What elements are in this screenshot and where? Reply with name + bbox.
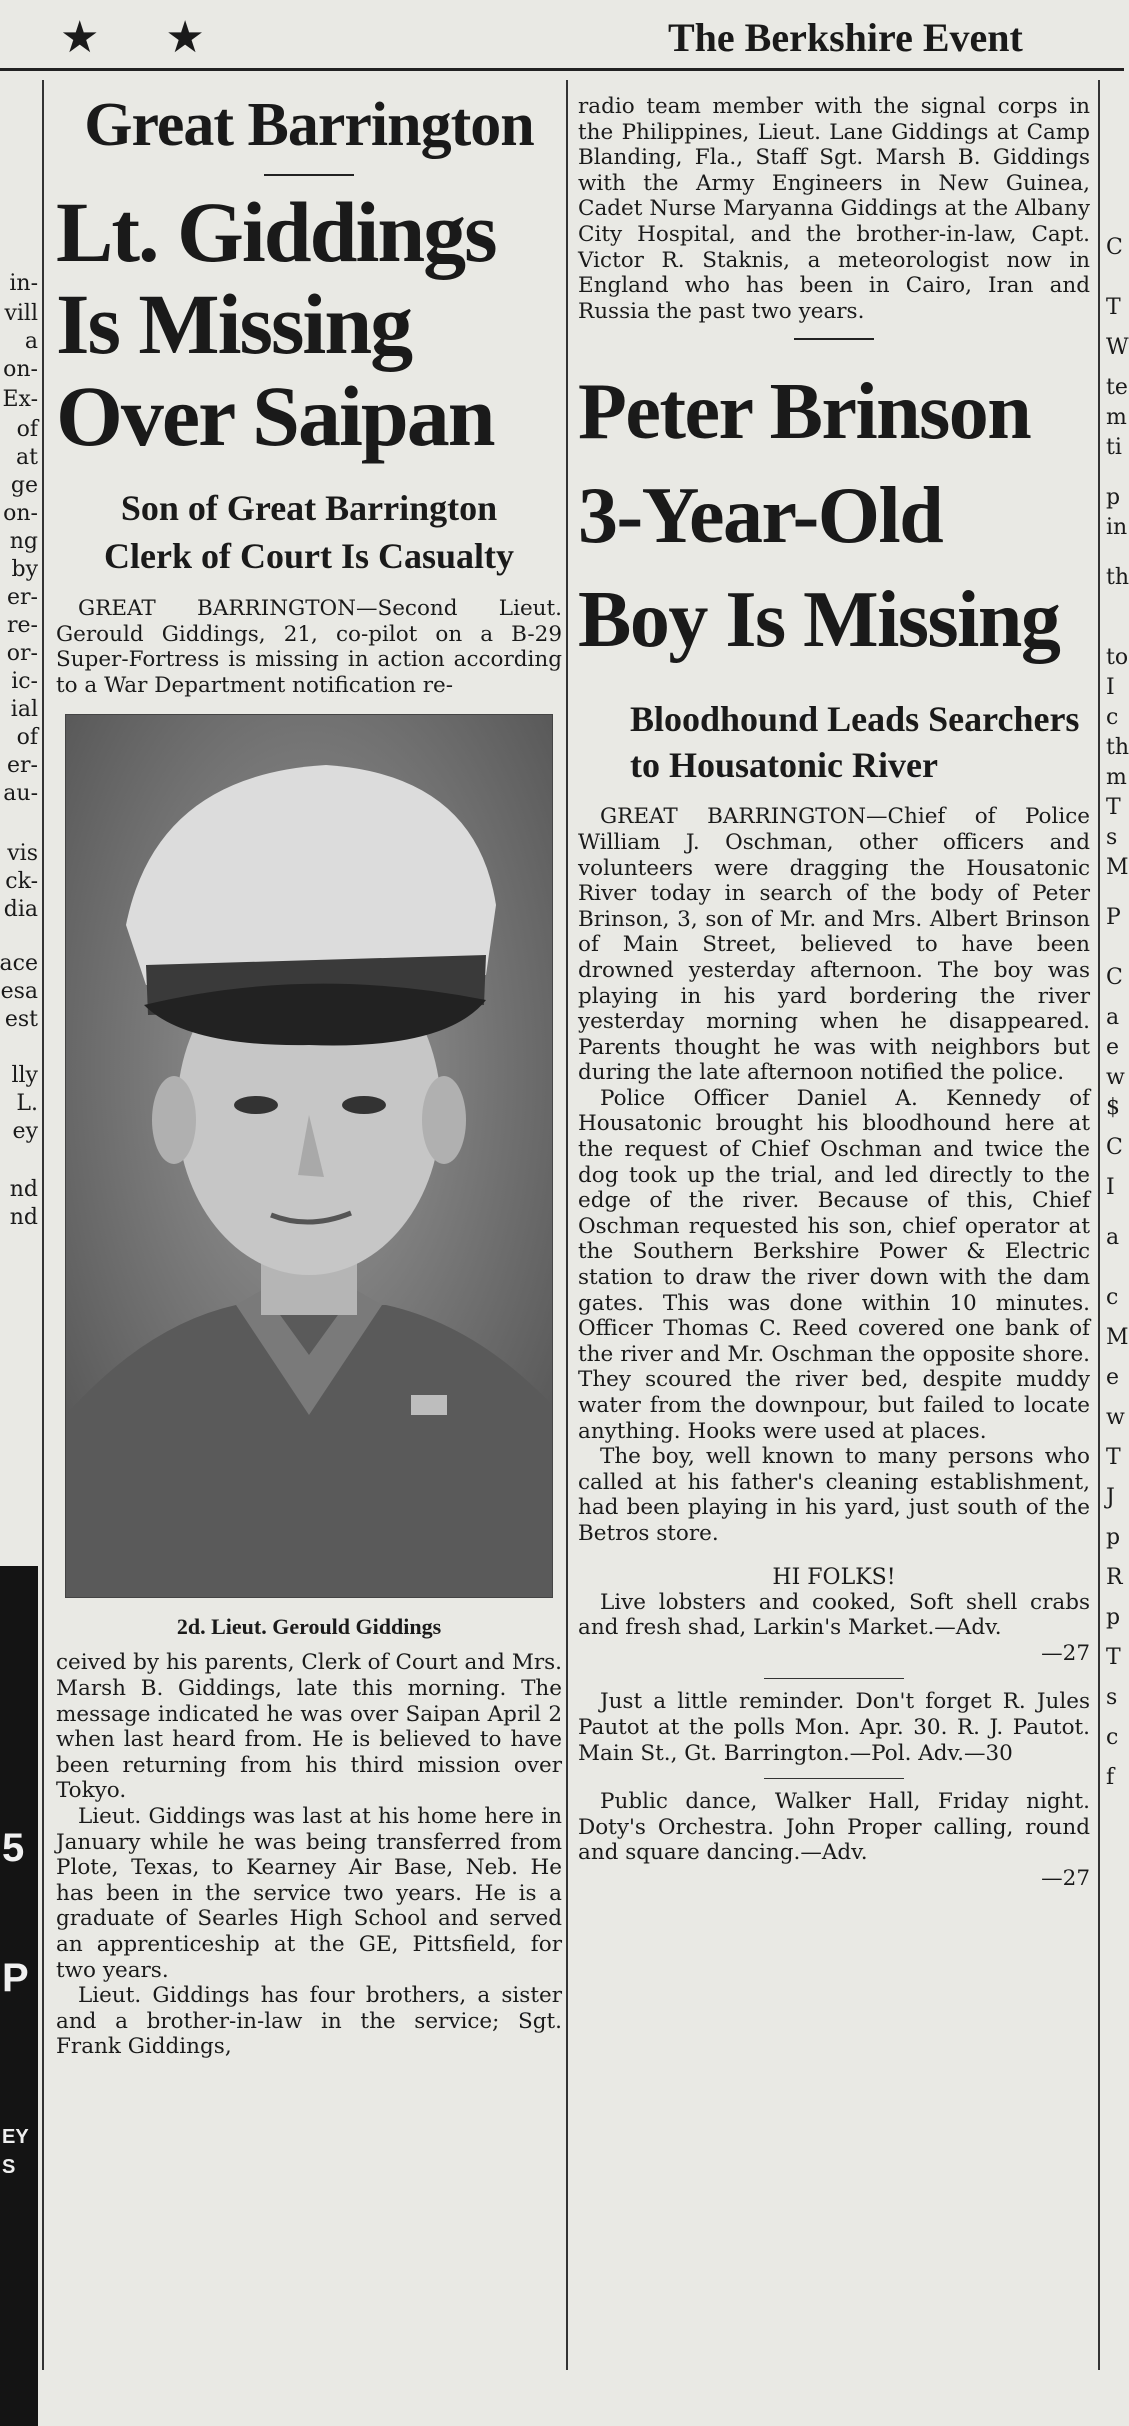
left-text-fragment: of [16,417,38,442]
right-text-fragment: C [1106,235,1123,260]
masthead-stars: ★ ★ [60,12,231,63]
right-text-fragment: s [1106,1685,1118,1710]
right-text-fragment: T [1106,1645,1121,1670]
portrait-photo [65,714,553,1598]
right-text-fragment: T [1106,795,1121,820]
article-giddings [56,90,562,2060]
photo-caption: 2d. Lieut. Gerould Giddings [176,1614,442,1640]
left-ad-text: EY [2,2126,29,2148]
left-text-fragment: ng [9,529,38,554]
right-text-fragment: $ [1106,1095,1120,1120]
article-continuation: radio team member with the signal corps in the Philippines, Lieut. Lane Giddings at Camp Blanding, Fla., Staff Sgt. Marsh B. Giddings with the Army Engineers in New Guinea, Cadet Nurse Maryanna Giddings at the Albany City Hospital, and the brother-in-law, Capt. Victor R. Staknis, a meteorologist now in England who has been in Cairo, Iran and Russia the past two years. [578,94,1090,324]
article-deck: Son of Great Barrington Clerk of Court Is Casualty [104,488,514,576]
right-text-fragment: M [1106,855,1129,880]
article-paragraph: ceived by his parents, Clerk of Court and Mrs. Marsh B. Giddings, late this morning. The message indicated he was over Saipan April 2 when last heard from. He is believed to have been returning from his third mission over Tokyo. [56,1650,562,1804]
left-text-fragment: vis [7,841,38,866]
left-ad-text: P [2,1956,29,2000]
right-text-fragment: J [1106,1485,1115,1510]
headline-line-1: Lt. Giddings [56,184,496,280]
left-text-fragment: of [16,725,38,750]
masthead-rule [0,68,1124,71]
right-text-fragment: W [1106,335,1129,360]
notice-lobsters: Live lobsters and cooked, Soft shell crabs and fresh shad, Larkin's Market.—Adv. [578,1589,1090,1641]
left-cut-column [0,86,40,2366]
notice-number: —27 [1041,1640,1090,1666]
right-text-fragment: c [1106,705,1119,730]
masthead [0,0,1124,78]
left-advertisement [0,1566,38,2426]
right-text-fragment: th [1106,565,1129,590]
left-text-fragment: esa [0,979,38,1004]
right-text-fragment: M [1106,1325,1129,1350]
newspaper-name: The Berkshire Event [668,15,1023,60]
brinson-paragraph: The boy, well known to many persons who called at his father's cleaning establishment, had been playing in his yard, just south of the Betros store. [578,1444,1090,1546]
notice-dance: Public dance, Walker Hall, Friday night. Doty's Orchestra. John Proper calling, round and square dancing.—Adv. [578,1789,1090,1866]
headline-line-3: Over Saipan [56,368,494,464]
article-paragraph: GREAT BARRINGTON—Second Lieut. Gerould Giddings, 21, co-pilot on a B-29 Super-Fortress is missing in action according to a War Department notification re- [56,596,562,698]
headline-line-2: Is Missing [56,276,412,372]
left-text-fragment: nd [9,1205,38,1230]
right-text-fragment: e [1106,1365,1120,1390]
right-cut-column [1104,86,1129,2366]
left-text-fragment: nd [9,1177,38,1202]
left-text-fragment: L. [16,1091,38,1116]
right-text-fragment: to [1106,645,1129,670]
left-text-fragment: ge [10,473,38,498]
right-text-fragment: p [1106,1605,1121,1630]
left-text-fragment: ck- [5,869,38,894]
article-paragraph: Lieut. Giddings was last at his home here in January while he was being transferred from Plote, Texas, to Kearney Air Base, Neb. He has been in the service two years. He is a graduate of Searles High School and served an apprenticeship at the GE, Pittsfield, for two years. [56,1803,562,1983]
left-ad-text: S [2,2156,16,2178]
brinson-paragraph: GREAT BARRINGTON—Chief of Police William J. Oschman, other officers and volunteers were dragging the Housatonic River today in search of the body of Peter Brinson, 3, son of Mr. and Mrs. Albert Brinson of Main Street, believed to have been drowned yesterday afternoon. The boy was playing in his yard bordering the river yesterday morning when he disappeared. Parents thought he was with neighbors but during the late afternoon notified the police. [578,804,1090,1086]
right-text-fragment: P [1106,905,1121,930]
right-text-fragment: f [1106,1765,1115,1790]
left-text-fragment: at [16,445,38,470]
right-text-fragment: m [1106,765,1127,790]
column-rule-right [1098,80,1100,2370]
right-text-fragment: C [1106,965,1123,990]
left-ad-text: 5 [2,1826,25,1870]
left-text-fragment: re- [7,613,38,638]
right-text-fragment: e [1106,1035,1120,1060]
brinson-headline-line-1: Peter Brinson [578,368,1031,457]
left-text-fragment: on- [3,357,38,382]
left-text-fragment: a [24,329,38,354]
right-text-fragment: w [1106,1065,1125,1090]
left-text-fragment: ey [12,1119,38,1144]
right-text-fragment: I [1106,1175,1115,1200]
right-text-fragment: s [1106,825,1118,850]
left-text-fragment: ace [0,951,38,976]
right-text-fragment: a [1106,1225,1120,1250]
right-text-fragment: ti [1106,435,1122,460]
right-text-fragment: m [1106,405,1127,430]
left-text-fragment: lly [11,1063,38,1088]
notice-separator [764,1678,904,1679]
kicker-rule [264,174,354,176]
left-text-fragment: Ex- [2,387,38,412]
brinson-deck: Bloodhound Leads Searchers to Housatonic River [630,699,1080,786]
left-text-fragment: on- [3,501,38,526]
left-text-fragment: au- [3,781,38,806]
portrait-illustration [66,715,552,1597]
left-text-fragment: dia [3,897,38,922]
column-rule-middle [566,80,568,2370]
notice-separator [764,1778,904,1779]
right-text-fragment: te [1106,375,1128,400]
left-text-fragment: er- [7,585,38,610]
notices-heading: HI FOLKS! [772,1564,896,1590]
left-text-fragment: ic- [11,669,38,694]
brinson-paragraph: Police Officer Daniel A. Kennedy of Housatonic brought his bloodhound here at the request of Chief Oschman and twice the dog took up the trial, and led directly to the edge of the river. Because of this, Chief Oschman requested his son, chief operator at the Southern Berkshire Power & Electric station to draw the river down with the dam gates. This was done within 10 minutes. Officer Thomas C. Reed covered one bank of the river and Mr. Oschman the opposite shore. They scoured the river bed, despite muddy water from the downpour, but failed to locate anything. Hooks were used at places. [578,1085,1090,1444]
left-text-fragment: by [11,557,38,582]
column-two [578,94,1090,1892]
brinson-headline-line-2: 3-Year-Old [578,472,943,561]
notice-pautot: Just a little reminder. Don't forget R. Jules Pautot at the polls Mon. Apr. 30. R. J. Pautot. Main St., Gt. Barrington.—Pol. Adv.—30 [578,1689,1090,1766]
left-text-fragment: vill [4,301,38,326]
right-text-fragment: th [1106,735,1129,760]
left-text-fragment: or- [6,641,38,666]
left-text-fragment: er- [7,753,38,778]
article-paragraph: Lieut. Giddings has four brothers, a sister and a brother-in-law in the service; Sgt. Frank Giddings, [56,1983,562,2060]
right-text-fragment: T [1106,295,1121,320]
right-text-fragment: I [1106,675,1115,700]
right-text-fragment: in [1106,515,1128,540]
column-rule-left [42,80,44,2370]
right-text-fragment: p [1106,485,1121,510]
left-text-fragment: ial [10,697,38,722]
left-text-fragment: est [4,1007,38,1032]
right-text-fragment: a [1106,1005,1120,1030]
right-text-fragment: c [1106,1725,1119,1750]
right-text-fragment: w [1106,1405,1125,1430]
right-text-fragment: c [1106,1285,1119,1310]
article-separator [794,338,874,340]
notice-number: —27 [1041,1865,1090,1891]
right-text-fragment: C [1106,1135,1123,1160]
section-kicker: Great Barrington [84,91,534,159]
right-text-fragment: R [1106,1565,1123,1590]
left-text-fragment: in- [9,271,38,296]
right-text-fragment: p [1106,1525,1121,1550]
right-text-fragment: T [1106,1445,1121,1470]
brinson-headline-line-3: Boy Is Missing [578,576,1060,665]
